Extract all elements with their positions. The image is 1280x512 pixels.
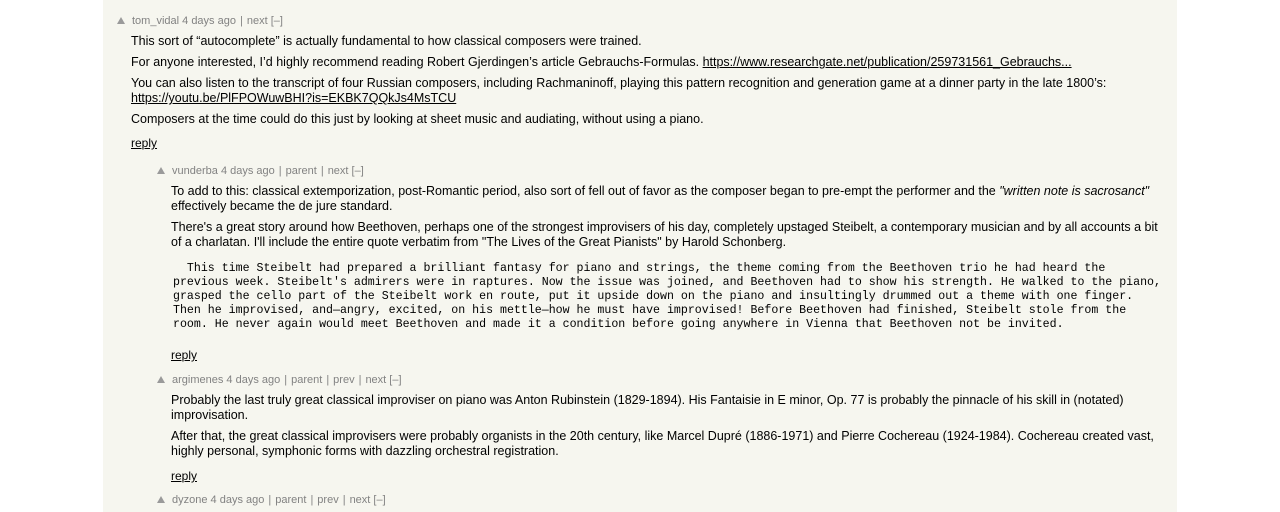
comment-meta bbox=[157, 164, 1167, 178]
paragraph-text: For anyone interested, I’d highly recommend reading Robert Gjerdingen’s article Gebrauchs-Formulas. bbox=[131, 55, 703, 69]
prev-link[interactable]: prev bbox=[333, 374, 355, 386]
comment-paragraph: This sort of “autocomplete” is actually fundamental to how classical composers were trained. bbox=[131, 34, 642, 48]
comment-meta bbox=[117, 14, 1167, 28]
meta-separator: | bbox=[278, 165, 282, 177]
comment-paragraph bbox=[131, 76, 1167, 106]
reply-link[interactable]: reply bbox=[171, 348, 198, 362]
comment-paragraph: Composers at the time could do this just by looking at sheet music and audiating, without using a piano. bbox=[131, 112, 704, 126]
collapse-toggle[interactable]: [–] bbox=[389, 374, 402, 386]
quote-block: This time Steibelt had prepared a brilliant fantasy for piano and strings, the theme coming from the Beethoven trio he had heard the previous week. Steibelt's admirers were in raptures. Now the issue was joined, and Beethoven had to show his strength. He walked to the piano, grasped the cello part of the Steibelt work en route, put it upside down on the piano and insultingly drummed out a theme with one finger. Then he improvised, and—angry, excited, on his mettle—how he must have improvised! Before Beethoven had finished, Steibelt stole from the room. He never again would meet Beethoven and made it a condition before going anywhere in Vienna that Beethoven not be invited. bbox=[173, 262, 1168, 331]
youtube-link[interactable]: https://youtu.be/PlFPOWuwBHI?is=EKBK7QQkJs4MsTCU bbox=[131, 91, 457, 105]
meta-separator: | bbox=[239, 15, 243, 27]
comment-author[interactable]: vunderba bbox=[172, 165, 218, 177]
researchgate-link[interactable]: https://www.researchgate.net/publication/259731561_Gebrauchs... bbox=[702, 55, 1072, 69]
collapse-toggle[interactable]: [–] bbox=[373, 494, 386, 506]
emphasis-text: "written note is sacrosanct" bbox=[999, 184, 1150, 198]
parent-link[interactable]: parent bbox=[275, 494, 307, 506]
paragraph-text: To add to this: classical extemporization, post-Romantic period, also sort of fell out of favor as the composer began to pre-empt the performer and the bbox=[171, 184, 1000, 198]
meta-separator: | bbox=[358, 374, 362, 386]
comment-age[interactable]: 4 days ago bbox=[226, 374, 281, 386]
comment-author[interactable]: dyzone bbox=[172, 494, 208, 506]
comment-age[interactable]: 4 days ago bbox=[210, 494, 265, 506]
comment-thread bbox=[103, 0, 1177, 512]
meta-separator: | bbox=[326, 374, 330, 386]
paragraph-text: You can also listen to the transcript of four Russian composers, including Rachmaninoff, playing this pattern recognition and generation game at a dinner party in the late 1800’s: bbox=[131, 76, 1107, 90]
comment-meta bbox=[157, 493, 1167, 507]
comment-paragraph: There's a great story around how Beethoven, perhaps one of the strongest improvisers of his day, completely upstaged Steibelt, a contemporary musician and by all accounts a bit of a charlatan. I'll include the entire quote verbatim from "The Lives of the Great Pianists" by Harold Schonberg. bbox=[171, 220, 1158, 249]
comment-paragraph bbox=[131, 55, 1167, 70]
upvote-icon[interactable] bbox=[117, 17, 125, 24]
comment-paragraph: Probably the last truly great classical improviser on piano was Anton Rubinstein (1829-1894). His Fantaisie in E minor, Op. 77 is probably the pinnacle of his skill in (notated) improvisation. bbox=[171, 393, 1124, 422]
reply-link[interactable]: reply bbox=[131, 136, 158, 150]
comment-paragraph bbox=[171, 184, 1167, 214]
comment-vunderba bbox=[157, 164, 1167, 364]
comment-body bbox=[171, 184, 1167, 332]
comment-dyzone bbox=[157, 493, 1167, 507]
meta-separator: | bbox=[310, 494, 314, 506]
upvote-icon[interactable] bbox=[157, 376, 165, 383]
meta-separator: | bbox=[268, 494, 272, 506]
parent-link[interactable]: parent bbox=[285, 165, 317, 177]
next-link[interactable]: next bbox=[327, 165, 349, 177]
comment-body bbox=[131, 34, 1167, 127]
comment-argimenes bbox=[157, 373, 1167, 485]
meta-separator: | bbox=[342, 494, 346, 506]
meta-separator: | bbox=[320, 165, 324, 177]
comment-body bbox=[171, 393, 1167, 459]
parent-link[interactable]: parent bbox=[291, 374, 323, 386]
prev-link[interactable]: prev bbox=[317, 494, 339, 506]
comment-author[interactable]: tom_vidal bbox=[132, 15, 180, 27]
comment-tom-vidal bbox=[117, 14, 1167, 152]
next-link[interactable]: next bbox=[246, 15, 268, 27]
paragraph-text: effectively became the de jure standard. bbox=[171, 199, 393, 213]
reply-link[interactable]: reply bbox=[171, 469, 198, 483]
comment-age[interactable]: 4 days ago bbox=[182, 15, 236, 27]
upvote-icon[interactable] bbox=[157, 167, 165, 174]
comment-paragraph: After that, the great classical improvisers were probably organists in the 20th century, like Marcel Dupré (1886-1971) and Pierre Cochereau (1924-1984). Cochereau created vast, highly personal, symphonic forms with dazzling orchestral registration. bbox=[171, 429, 1154, 458]
comment-author[interactable]: argimenes bbox=[172, 374, 224, 386]
collapse-toggle[interactable]: [–] bbox=[351, 165, 364, 177]
upvote-icon[interactable] bbox=[157, 496, 165, 503]
comment-meta bbox=[157, 373, 1167, 387]
next-link[interactable]: next bbox=[349, 494, 371, 506]
next-link[interactable]: next bbox=[365, 374, 387, 386]
comment-age[interactable]: 4 days ago bbox=[220, 165, 275, 177]
meta-separator: | bbox=[284, 374, 288, 386]
collapse-toggle[interactable]: [–] bbox=[270, 15, 283, 27]
